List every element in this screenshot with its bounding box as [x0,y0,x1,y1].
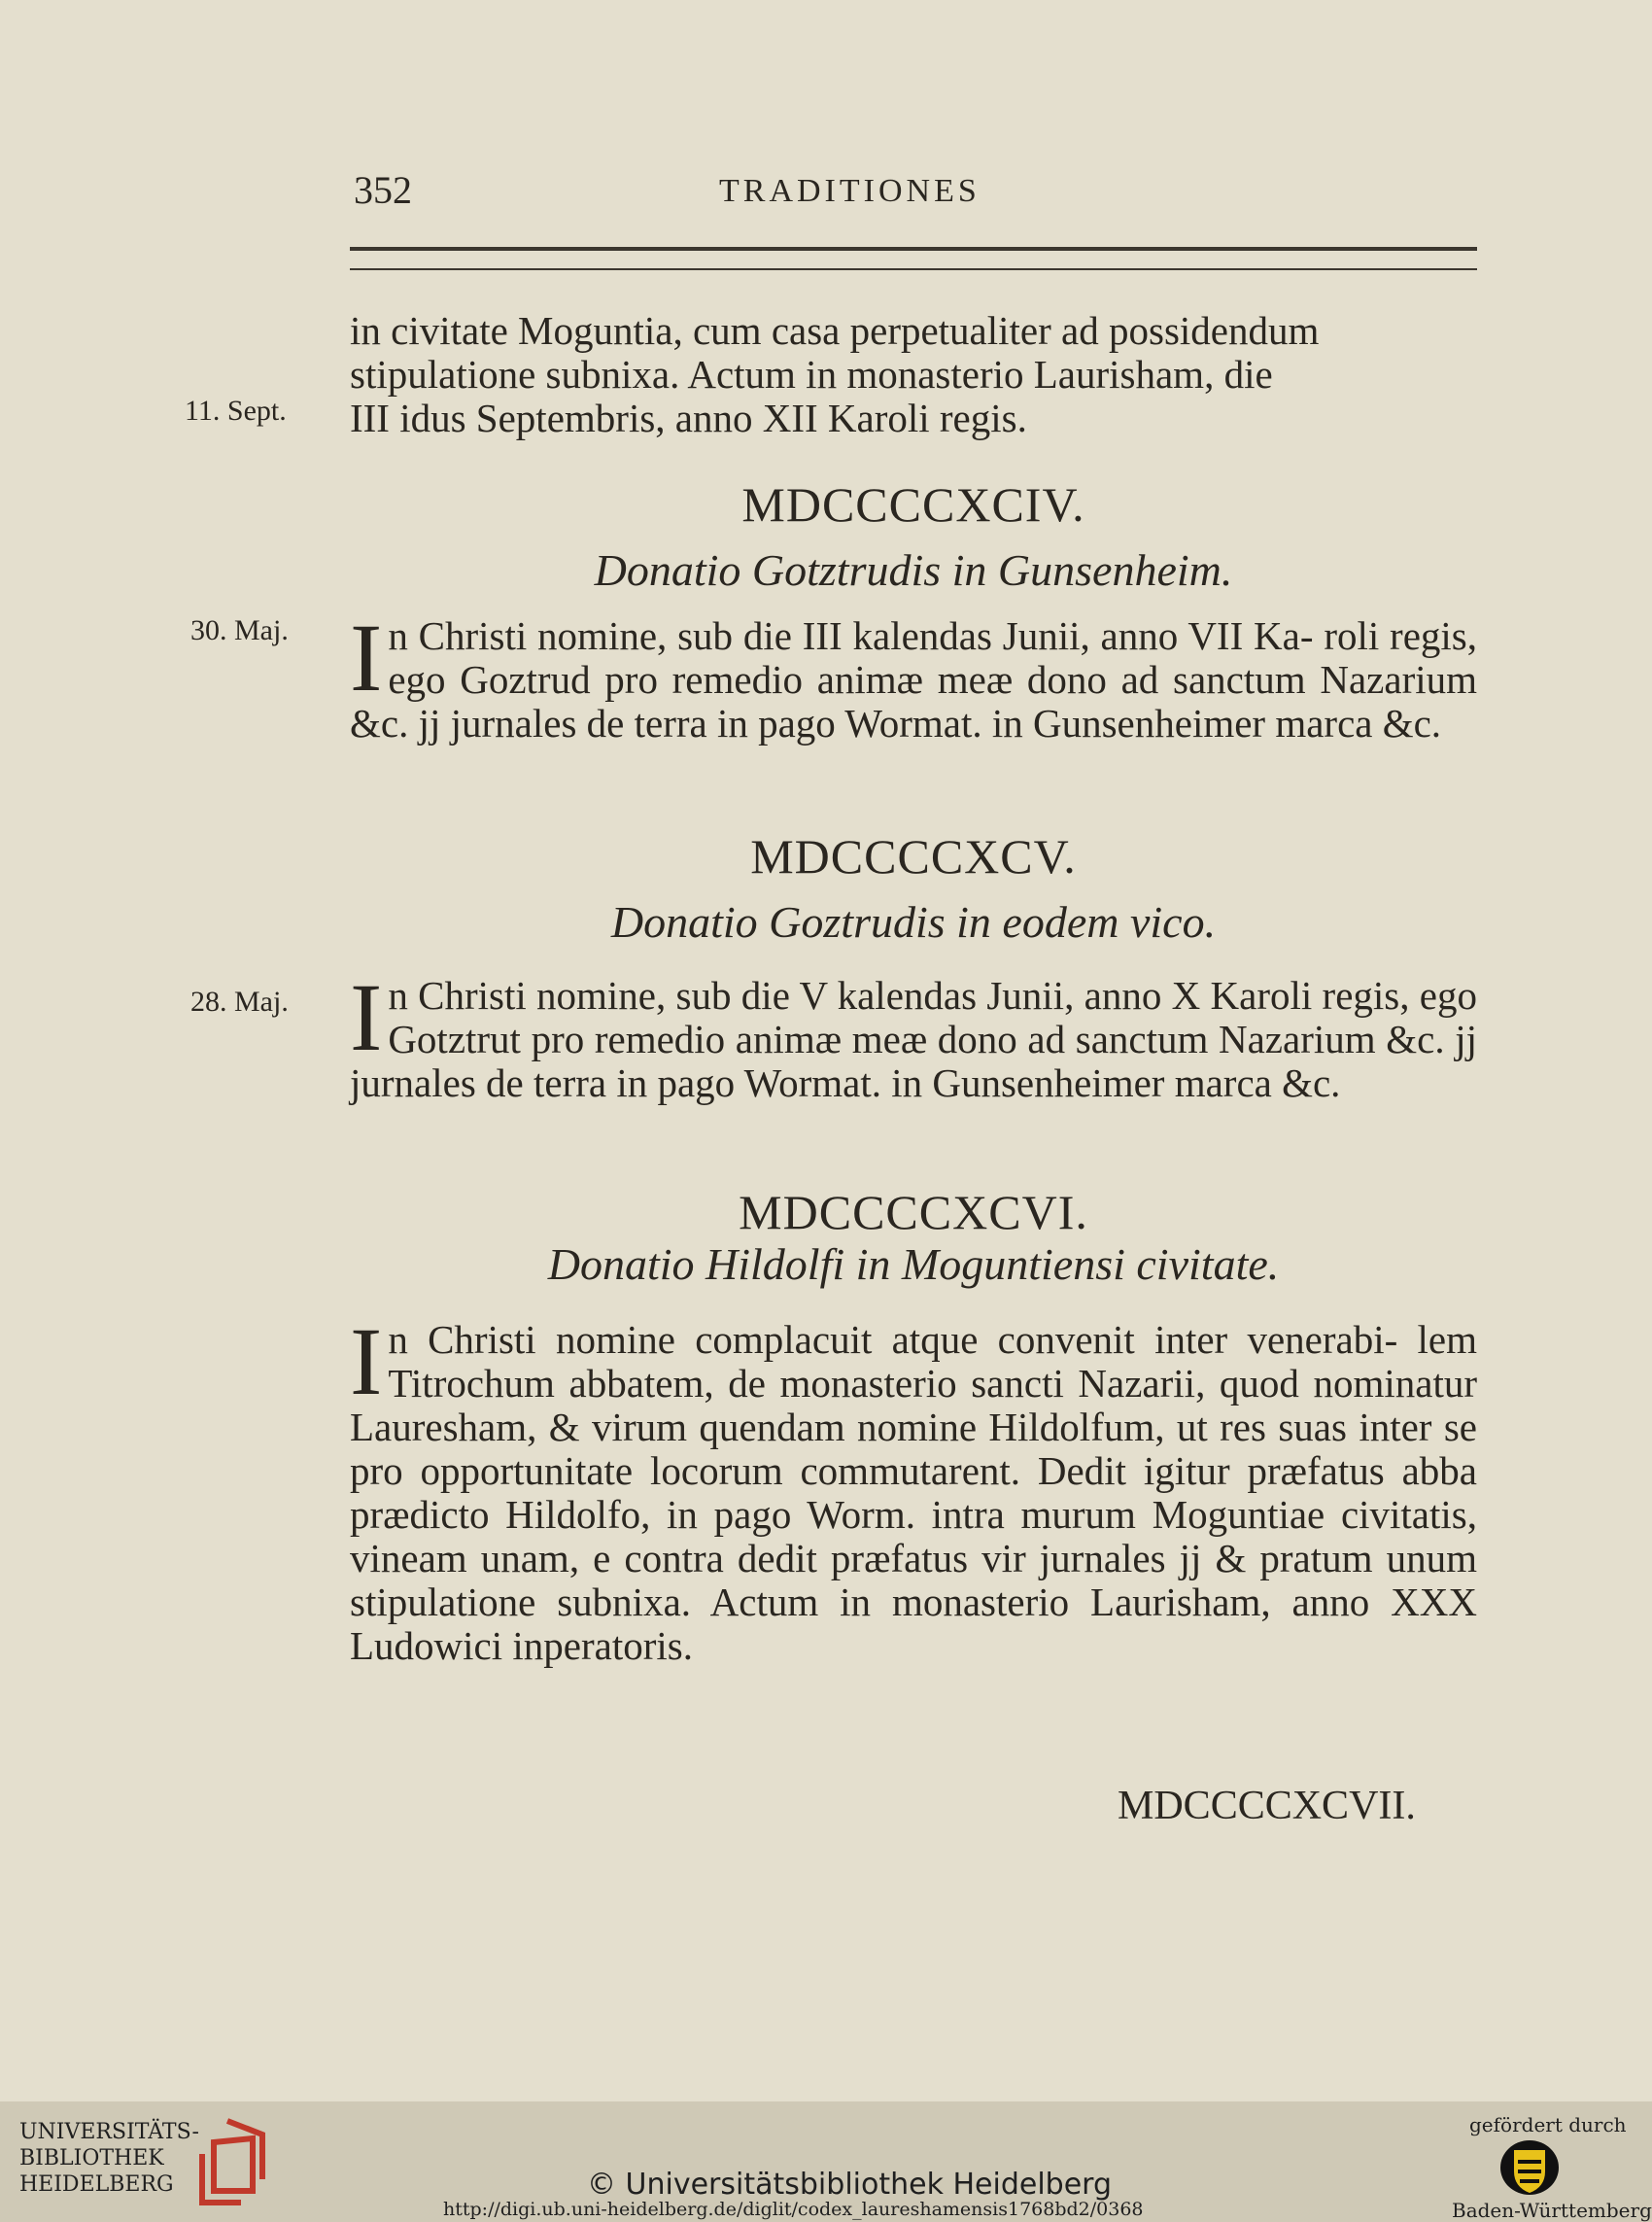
charter-title: Donatio Goztrudis in eodem vico. [610,897,1217,947]
charter-title: Donatio Gotztrudis in Gunsenheim. [594,545,1233,595]
charter-text [350,1307,1478,1668]
header-rule-thin [350,268,1477,270]
charter-text [350,604,1478,746]
header-rule-thick [350,247,1477,251]
source-url-link[interactable]: http://digi.ub.uni-heidelberg.de/diglit/codex_laureshamensis1768bd2/0368 [443,2199,1144,2220]
margin-date: 11. Sept. [185,395,287,427]
intro-paragraph [350,309,1477,440]
catchword: MDCCCCXCVII. [1118,1784,1416,1828]
library-name-line: BIBLIOTHEK [19,2146,164,2170]
intro-line: in civitate Moguntia, cum casa perpetualiter ad possidendum [350,308,1320,353]
sponsor-label: gefördert durch [1469,2113,1627,2136]
library-name [19,2119,199,2198]
charter-text-rest: lem Titrochum abbatem, de monasterio sancti Nazarii, quod nominatur Lauresham, & virum quendam nomine Hildolfum, ut res suas inter se pro opportunitate locorum commutarent. Dedit igitur præfatus abba prædicto Hildolfo, in pago Worm. intra murum Moguntiae civitatis, vineam unam, e contra dedit præfatus vir jurnales jj & pratum unum stipulatione subnixa. Actum in monasterio Laurisham, anno XXX Ludowici inperatoris. [350,1317,1478,1668]
charter-text-rest: roli regis, ego Goztrud pro remedio animæ meæ dono ad sanctum Nazarium &c. jj jurnales de terra in pago Wormat. in Gunsenheimer marca &c. [350,613,1478,746]
copyright-text: © Universitätsbibliothek Heidelberg [587,2168,1113,2202]
charter-number: MDCCCCXCIV. [741,477,1085,532]
intro-line: III idus Septembris, anno XII Karoli regis. [350,396,1027,440]
intro-line: stipulatione subnixa. Actum in monasterio Laurisham, die [350,352,1273,397]
page-number: 352 [354,168,412,212]
viewer-footer [0,2101,1652,2222]
running-title: TRADITIONES [719,173,981,209]
library-name-line: HEIDELBERG [19,2172,174,2197]
library-name-line: UNIVERSITÄTS- [19,2120,199,2144]
charter-number: MDCCCCXCVI. [739,1185,1088,1239]
library-logo-icon [194,2115,268,2208]
charter-number: MDCCCCXCV. [750,829,1077,884]
charter-text-first: n Christi nomine, sub die V kalendas Junii, anno X Karoli [388,973,1313,1018]
margin-date: 28. Maj. [190,986,289,1018]
margin-date: 30. Maj. [190,614,289,646]
drop-cap: I [350,963,383,1071]
charter-text-first: n Christi nomine, sub die III kalendas Junii, anno VII Ka- [388,613,1314,658]
drop-cap: I [350,604,383,712]
charter-text-rest: regis, ego Gotztrut pro remedio animæ meæ dono ad sanctum Nazarium &c. jj jurnales de terra in pago Wormat. in Gunsenheimer marca &c. [350,973,1477,1105]
state-coat-of-arms-icon [1498,2138,1561,2197]
charter-text [350,963,1477,1105]
charter-text-first: n Christi nomine complacuit atque convenit inter venerabi- [388,1317,1398,1362]
charter-title: Donatio Hildolfi in Moguntiensi civitate. [547,1239,1280,1289]
drop-cap: I [350,1307,383,1415]
sponsor-name: Baden-Württemberg [1452,2199,1652,2222]
